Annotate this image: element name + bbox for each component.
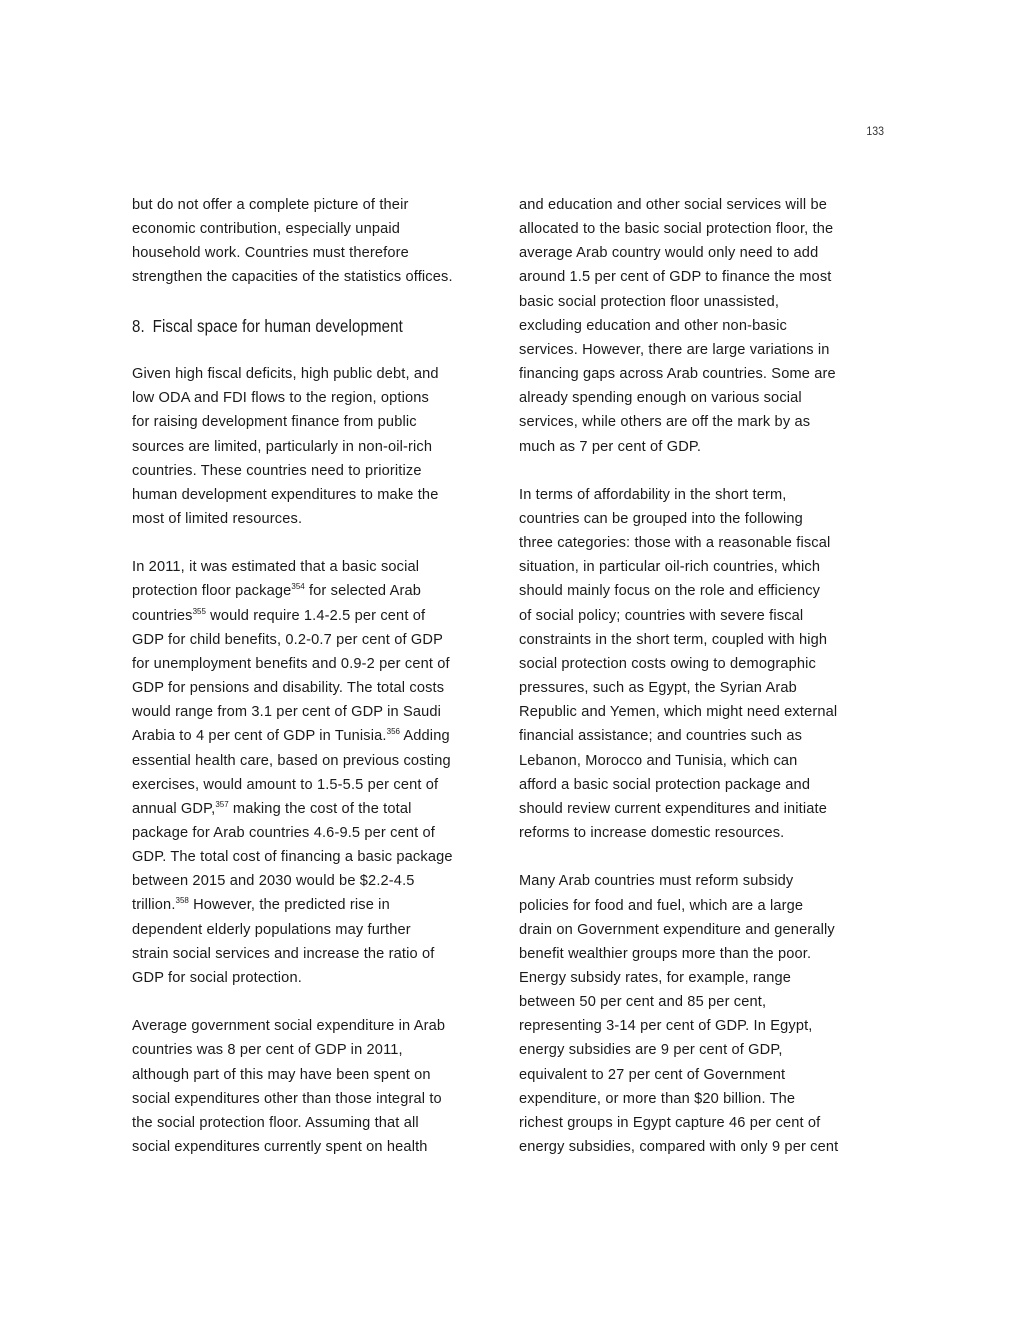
paragraph-affordability xyxy=(519,483,894,845)
text-line: between 50 per cent and 85 per cent, xyxy=(519,994,767,1011)
text-line: countries can be grouped into the following xyxy=(519,511,803,528)
text-line: financing gaps across Arab countries. Some are xyxy=(519,366,836,383)
text-segment: However, the predicted rise in xyxy=(188,897,390,914)
paragraph-social-protection-floor xyxy=(132,555,507,990)
text-line: human development expenditures to make the xyxy=(132,486,439,503)
text-line: essential health care, based on previous costing xyxy=(132,752,451,769)
text-line: already spending enough on various social xyxy=(519,390,802,407)
text-line: GDP for pensions and disability. The total costs xyxy=(132,680,445,697)
text-line: GDP for social protection. xyxy=(132,969,302,986)
text-line: social expenditures currently spent on health xyxy=(132,1139,428,1156)
text-line: of social policy; countries with severe fiscal xyxy=(519,607,804,624)
text-line: although part of this may have been spent on xyxy=(132,1066,431,1083)
page-number: 133 xyxy=(866,124,884,138)
text-line: allocated to the basic social protection floor, the xyxy=(519,221,834,238)
text-line: package for Arab countries 4.6-9.5 per cent of xyxy=(132,825,436,842)
text-line: Given high fiscal deficits, high public debt, and xyxy=(132,366,439,383)
text-line: Many Arab countries must reform subsidy xyxy=(519,873,794,890)
text-segment: for selected Arab xyxy=(304,583,422,600)
text-line: low ODA and FDI flows to the region, options xyxy=(132,390,429,407)
text-line: social protection costs owing to demographic xyxy=(519,655,817,672)
paragraph-fiscal-deficits xyxy=(132,362,507,531)
paragraph-social-expenditure xyxy=(132,1014,507,1159)
text-segment: Adding xyxy=(399,728,450,745)
text-line: representing 3-14 per cent of GDP. In Egypt, xyxy=(519,1018,813,1035)
text-line: most of limited resources. xyxy=(132,511,303,527)
text-line: for raising development finance from public xyxy=(132,414,417,431)
text-line: strain social services and increase the ratio of xyxy=(132,945,435,962)
text-line: reforms to increase domestic resources. xyxy=(519,825,785,842)
text-line: strengthen the capacities of the statistics offices. xyxy=(132,269,453,286)
text-segment: Arabia to 4 per cent of GDP in Tunisia. xyxy=(132,728,387,745)
text-line: Energy subsidy rates, for example, range xyxy=(519,969,792,986)
text-line: In terms of affordability in the short term, xyxy=(519,486,787,503)
text-line: excluding education and other non-basic xyxy=(519,317,787,334)
text-line: services. However, there are large variations in xyxy=(519,341,830,358)
footnote-ref-358[interactable]: 358 xyxy=(175,896,189,906)
text-line: energy subsidies, compared with only 9 per cent xyxy=(519,1139,839,1156)
text-line: countries was 8 per cent of GDP in 2011, xyxy=(132,1042,403,1059)
text-line: drain on Government expenditure and generally xyxy=(519,921,835,938)
text-line xyxy=(132,604,507,628)
section-heading xyxy=(132,314,455,338)
text-line: pressures, such as Egypt, the Syrian Arab xyxy=(519,680,797,697)
text-line xyxy=(132,893,507,917)
text-line: household work. Countries must therefore xyxy=(132,245,409,262)
left-column xyxy=(132,193,507,1183)
text-line xyxy=(132,724,507,748)
section-number: 8. xyxy=(132,315,145,336)
text-line: expenditure, or more than $20 billion. The xyxy=(519,1090,796,1107)
text-line: should mainly focus on the role and efficiency xyxy=(519,583,821,600)
text-line: three categories: those with a reasonable fiscal xyxy=(519,535,831,552)
text-line: for unemployment benefits and 0.9-2 per cent of xyxy=(132,655,450,672)
footnote-ref-356[interactable]: 356 xyxy=(386,727,400,737)
text-line: basic social protection floor unassisted, xyxy=(519,293,780,310)
text-line: In 2011, it was estimated that a basic social xyxy=(132,559,420,576)
intro-paragraph xyxy=(132,193,507,290)
text-line: much as 7 per cent of GDP. xyxy=(519,438,702,455)
text-line: average Arab country would only need to add xyxy=(519,245,819,262)
text-line: exercises, would amount to 1.5-5.5 per cent of xyxy=(132,776,439,793)
text-line: situation, in particular oil-rich countries, which xyxy=(519,559,821,576)
text-segment: making the cost of the total xyxy=(228,800,412,817)
text-segment: annual GDP, xyxy=(132,800,216,817)
text-line: sources are limited, particularly in non-oil-rich xyxy=(132,438,433,455)
text-line: policies for food and fuel, which are a large xyxy=(519,897,804,914)
text-line: Lebanon, Morocco and Tunisia, which can xyxy=(519,752,798,769)
text-line: social expenditures other than those integral to xyxy=(132,1090,442,1107)
text-line: afford a basic social protection package and xyxy=(519,776,811,793)
footnote-ref-354[interactable]: 354 xyxy=(291,582,305,592)
text-line: financial assistance; and countries such as xyxy=(519,728,803,745)
text-line: should review current expenditures and initiate xyxy=(519,800,828,817)
text-line: benefit wealthier groups more than the poor. xyxy=(519,945,812,962)
footnote-ref-355[interactable]: 355 xyxy=(192,606,206,616)
section-title: Fiscal space for human development xyxy=(152,315,403,336)
paragraph-subsidy-reform xyxy=(519,869,894,1159)
text-line: between 2015 and 2030 would be $2.2-4.5 xyxy=(132,873,415,890)
text-line: Republic and Yemen, which might need external xyxy=(519,704,838,721)
text-segment: protection floor package xyxy=(132,583,292,600)
text-segment: countries xyxy=(132,607,193,624)
text-line xyxy=(132,797,507,821)
text-line: and education and other social services will be xyxy=(519,197,828,213)
text-segment: trillion. xyxy=(132,897,176,914)
text-segment: would require 1.4-2.5 per cent of xyxy=(205,607,426,624)
paragraph-financing-gaps xyxy=(519,193,894,459)
text-line: GDP. The total cost of financing a basic package xyxy=(132,849,453,866)
text-line: dependent elderly populations may further xyxy=(132,921,411,938)
text-line: countries. These countries need to prioritize xyxy=(132,462,422,479)
text-line: would range from 3.1 per cent of GDP in Saudi xyxy=(132,704,442,721)
text-line: the social protection floor. Assuming that all xyxy=(132,1114,419,1131)
text-line: but do not offer a complete picture of their xyxy=(132,197,409,213)
footnote-ref-357[interactable]: 357 xyxy=(215,799,229,809)
text-line: constraints in the short term, coupled with high xyxy=(519,631,828,648)
right-column xyxy=(519,193,894,1183)
text-line: economic contribution, especially unpaid xyxy=(132,221,401,238)
text-line: services, while others are off the mark by as xyxy=(519,414,811,431)
text-line: around 1.5 per cent of GDP to finance the most xyxy=(519,269,832,286)
text-line: GDP for child benefits, 0.2-0.7 per cent of GDP xyxy=(132,631,443,648)
text-line: richest groups in Egypt capture 46 per cent of xyxy=(519,1114,821,1131)
text-line xyxy=(132,579,507,603)
text-line: Average government social expenditure in Arab xyxy=(132,1018,446,1035)
text-line: equivalent to 27 per cent of Government xyxy=(519,1066,786,1083)
text-line: energy subsidies are 9 per cent of GDP, xyxy=(519,1042,783,1059)
